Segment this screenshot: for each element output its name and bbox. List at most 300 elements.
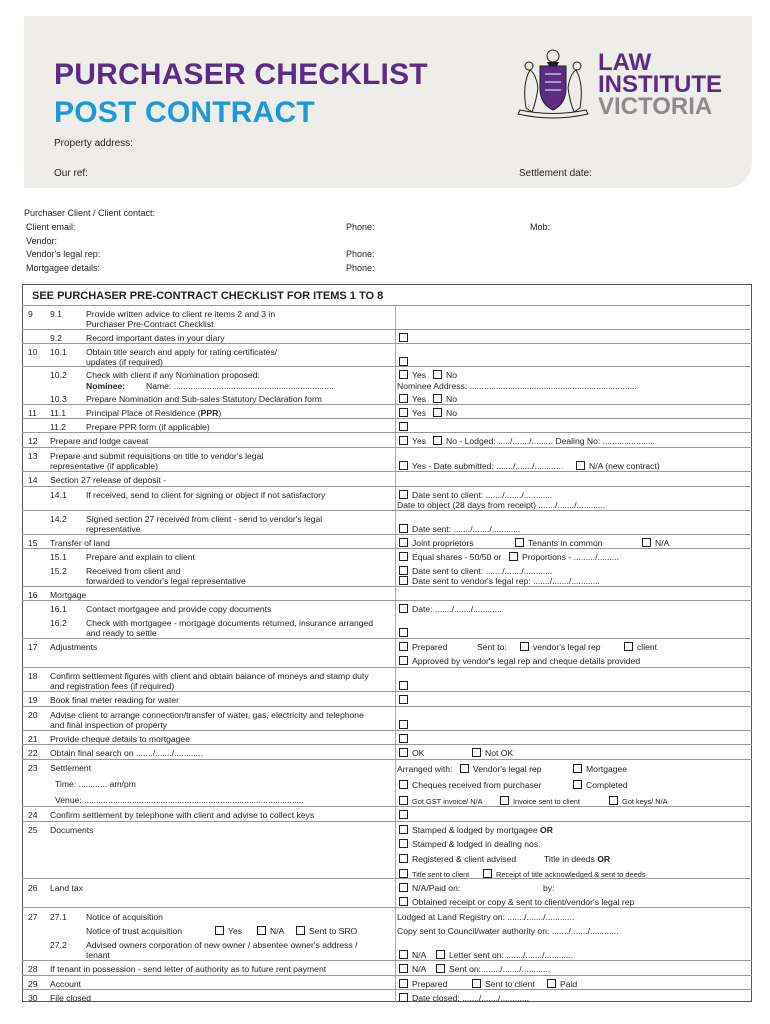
item-text [86, 940, 358, 950]
item-label: 16.2 [50, 618, 67, 628]
item-text [257, 926, 284, 936]
checkbox[interactable] [573, 780, 582, 789]
checkbox[interactable] [609, 796, 618, 805]
row-separator [22, 548, 752, 549]
response-text [576, 461, 660, 471]
item-text [28, 763, 38, 773]
item-text [50, 490, 67, 500]
checkbox[interactable] [215, 926, 224, 935]
checkbox[interactable] [460, 764, 469, 773]
item-label: Yes [228, 926, 243, 936]
checkbox[interactable] [642, 538, 651, 547]
response-label: Date: ......./......./............ [412, 604, 502, 614]
checkbox[interactable] [573, 764, 582, 773]
item-text [28, 451, 38, 461]
item-label: Check with client if any Nomination proposed: [86, 370, 260, 380]
item-text [50, 642, 97, 652]
checkbox[interactable] [399, 897, 408, 906]
response-text [399, 950, 426, 960]
item-text [50, 347, 67, 357]
response-label: Invoice sent to client [513, 797, 580, 806]
law-institute-crest-icon [512, 44, 594, 122]
checkbox[interactable] [515, 538, 524, 547]
item-label: Prepare and lodge caveat [50, 436, 149, 446]
row-separator [22, 418, 752, 419]
response-text [399, 436, 426, 446]
checkbox[interactable] [399, 370, 408, 379]
response-text [399, 656, 640, 666]
checkbox[interactable] [399, 734, 412, 744]
checkbox[interactable] [399, 333, 412, 343]
checkbox[interactable] [296, 926, 305, 935]
response-text [399, 370, 426, 380]
row-separator [22, 305, 752, 306]
checkbox[interactable] [399, 964, 408, 973]
item-label: 29 [28, 979, 38, 989]
response-text [642, 538, 669, 548]
response-label: Tenants in common [528, 538, 603, 548]
item-text [86, 333, 225, 343]
response-label: Lodged at Land Registry on: ......./......./............ [397, 912, 575, 922]
item-label: Provide cheque details to mortgagee [50, 734, 190, 744]
item-text [28, 883, 38, 893]
item-text [50, 436, 148, 446]
checkbox[interactable] [399, 825, 408, 834]
response-label: Stamped & lodged by mortgagee OR [412, 825, 553, 835]
response-text [547, 979, 577, 989]
checkbox[interactable] [520, 642, 529, 651]
item-text [50, 309, 62, 319]
item-label: Provide written advice to client re items 2 and 3 in [86, 309, 276, 319]
response-text [399, 825, 553, 835]
item-label: If tenant in possession - send letter of authority as to future rent payment [50, 964, 327, 974]
item-label: 11.2 [50, 422, 67, 432]
item-text [146, 381, 334, 391]
response-text [397, 912, 574, 922]
item-label: Record important dates in your diary [86, 333, 225, 343]
item-label: 30 [28, 993, 38, 1003]
response-text [399, 869, 469, 880]
item-text [86, 604, 271, 614]
response-label: Yes [412, 370, 427, 380]
checkbox[interactable] [399, 993, 408, 1002]
item-text [86, 381, 125, 391]
item-text [50, 604, 67, 614]
checkbox[interactable] [399, 394, 408, 403]
row-separator [22, 821, 752, 822]
response-text [397, 926, 619, 936]
response-label: No - Lodged: ...../......./......... Dealing No: ...................... [446, 436, 656, 446]
response-text [520, 642, 601, 652]
response-text [397, 500, 605, 510]
response-text [399, 780, 541, 790]
response-text [399, 642, 447, 652]
item-text [50, 451, 263, 461]
row-separator [22, 486, 752, 487]
response-label: Title sent to client [412, 870, 470, 879]
checkbox[interactable] [399, 681, 412, 691]
item-label: 26 [28, 883, 38, 893]
checkbox[interactable] [436, 950, 445, 959]
item-text [86, 618, 373, 628]
response-text [433, 408, 457, 418]
item-text [28, 734, 38, 744]
item-text [86, 347, 277, 357]
checkbox[interactable] [399, 796, 408, 805]
checkbox[interactable] [399, 628, 408, 637]
response-text [472, 748, 513, 758]
response-text [399, 604, 502, 614]
checkbox[interactable] [257, 926, 266, 935]
checkbox[interactable] [433, 436, 442, 445]
response-text [436, 964, 550, 974]
item-label: Adjustments [50, 642, 98, 652]
checkbox[interactable] [436, 964, 445, 973]
item-text [28, 825, 38, 835]
row-separator [22, 329, 752, 330]
item-text [86, 422, 210, 432]
checkbox[interactable] [399, 333, 408, 342]
checkbox[interactable] [399, 810, 408, 819]
row-separator [22, 534, 752, 535]
checkbox[interactable] [399, 869, 408, 878]
row-separator [22, 600, 752, 601]
checkbox[interactable] [399, 357, 412, 367]
item-label: Settlement [50, 763, 92, 773]
item-label: 10.1 [50, 347, 67, 357]
item-label: 24 [28, 810, 38, 820]
item-text [86, 408, 221, 418]
item-text [86, 319, 214, 329]
purchaser-contact-label: Purchaser Client / Client contact: [24, 208, 156, 218]
phone-label: Phone: [346, 249, 375, 259]
checkbox[interactable] [399, 656, 408, 665]
settlement-date-label: Settlement date: [519, 168, 592, 179]
checkbox[interactable] [547, 979, 556, 988]
item-text [50, 370, 67, 380]
response-label: Approved by vendor's legal rep and cheque details provided [412, 656, 641, 666]
checkbox[interactable] [399, 854, 408, 863]
item-text [215, 926, 242, 936]
row-separator [22, 471, 752, 472]
item-text [28, 912, 38, 922]
item-label: 22 [28, 748, 38, 758]
item-text [86, 394, 322, 404]
checkbox[interactable] [509, 552, 518, 561]
response-text [624, 642, 657, 652]
item-label: tenant [86, 950, 110, 960]
response-label: Yes - Date submitted: ......./......./............ [412, 461, 564, 471]
response-label: Date sent to client: ......./......./............ [412, 490, 553, 500]
response-label: Nominee Address: ...................................................................... [397, 381, 637, 391]
item-label: 18 [28, 671, 38, 681]
item-text [50, 552, 67, 562]
item-label: 9 [28, 309, 33, 319]
checkbox[interactable] [399, 720, 408, 729]
response-text [399, 897, 634, 907]
item-label: N/A [270, 926, 285, 936]
item-text [86, 566, 181, 576]
checkbox[interactable] [433, 370, 442, 379]
response-text [433, 370, 457, 380]
item-label: Transfer of land [50, 538, 110, 548]
response-text [543, 883, 554, 893]
item-text [50, 912, 67, 922]
response-label: Yes [412, 394, 427, 404]
item-text [50, 333, 62, 343]
response-label: OK [412, 748, 425, 758]
item-text [28, 309, 33, 319]
vendors-rep-label: Vendor's legal rep: [26, 249, 101, 259]
client-email-label: Client email: [26, 222, 76, 232]
checkbox[interactable] [399, 628, 412, 638]
item-text [28, 590, 38, 600]
checkbox[interactable] [399, 734, 408, 743]
item-text [50, 671, 369, 681]
response-label: Date sent to vendor's legal rep: ......./......./............ [412, 576, 600, 586]
item-label: 19 [28, 695, 38, 705]
item-text [50, 394, 67, 404]
checkbox[interactable] [399, 422, 412, 432]
item-text [50, 993, 91, 1003]
checkbox[interactable] [472, 979, 481, 988]
response-text [399, 979, 447, 989]
item-text [50, 734, 190, 744]
response-text [544, 854, 610, 864]
response-text [477, 642, 507, 652]
section-heading: SEE PURCHASER PRE-CONTRACT CHECKLIST FOR ITEMS 1 TO 8 [32, 290, 384, 302]
item-text [55, 795, 304, 805]
item-label: 25 [28, 825, 38, 835]
response-text [399, 538, 474, 548]
response-label: Proportions - ........./......... [522, 552, 619, 562]
response-text [433, 436, 655, 446]
response-label: Yes [412, 436, 427, 446]
row-separator [22, 706, 752, 707]
item-label: 16.1 [50, 604, 67, 614]
row-separator [22, 638, 752, 639]
response-text [399, 748, 424, 758]
checkbox[interactable] [433, 394, 442, 403]
item-text [50, 964, 326, 974]
item-label: 16 [28, 590, 38, 600]
response-label: Equal shares - 50/50 or [412, 552, 502, 562]
item-label: representative [86, 524, 141, 534]
item-text [50, 618, 67, 628]
property-address-label: Property address: [54, 138, 133, 149]
item-label: Purchaser Pre-Contract Checklist [86, 319, 214, 329]
checkbox[interactable] [399, 695, 412, 705]
response-text [433, 394, 457, 404]
item-text [50, 514, 67, 524]
phone-label: Phone: [346, 263, 375, 273]
item-text [55, 779, 136, 789]
response-label: Prepared [412, 642, 448, 652]
response-text [509, 552, 619, 562]
item-label: Prepare PPR form (if applicable) [86, 422, 210, 432]
item-text [50, 566, 67, 576]
item-label: 27.2 [50, 940, 67, 950]
item-text [50, 422, 66, 432]
response-label: Mortgagee [586, 764, 628, 774]
response-text [399, 854, 516, 864]
item-label: 27 [28, 912, 38, 922]
response-label: Obtained receipt or copy & sent to client/vendor's legal rep [412, 897, 635, 907]
item-text [50, 681, 174, 691]
response-label: N/A [412, 964, 427, 974]
item-text [28, 408, 37, 418]
checkbox[interactable] [399, 681, 408, 690]
response-label: Prepared [412, 979, 448, 989]
item-label: 20 [28, 710, 38, 720]
row-separator [22, 447, 752, 448]
item-text [86, 514, 322, 524]
item-label: Venue: ............................................................................................ [55, 795, 304, 805]
item-label: 11.1 [50, 408, 67, 418]
item-text [86, 912, 163, 922]
item-label: Obtain title search and apply for rating certificates/ [86, 347, 278, 357]
item-label: Name: ................................................................... [146, 381, 334, 391]
item-text [28, 642, 38, 652]
checkbox[interactable] [500, 796, 509, 805]
item-text [50, 979, 81, 989]
row-separator [22, 510, 752, 511]
row-separator [22, 730, 752, 731]
item-label: and final inspection of property [50, 720, 168, 730]
response-label: Stamped & lodged in dealing nos. [412, 839, 541, 849]
item-text [86, 357, 163, 367]
checkbox[interactable] [399, 883, 408, 892]
item-label: 14.2 [50, 514, 67, 524]
response-label: Letter sent on: ......./......./............ [449, 950, 574, 960]
response-label: Date sent to client: ......./......./............ [412, 566, 553, 576]
item-label: 10.2 [50, 370, 67, 380]
response-text [573, 780, 628, 790]
checkbox[interactable] [399, 422, 408, 431]
response-label: Date sent: ......./......./............ [412, 524, 521, 534]
item-label: Nominee: [86, 381, 126, 391]
item-text [28, 436, 38, 446]
checkbox[interactable] [576, 461, 585, 470]
checkbox[interactable] [399, 524, 408, 533]
response-label: Sent to client [485, 979, 535, 989]
checkbox[interactable] [472, 748, 481, 757]
item-label: 21 [28, 734, 38, 744]
item-label: Land tax [50, 883, 83, 893]
row-separator [22, 432, 752, 433]
item-text [86, 950, 110, 960]
item-label: 14 [28, 475, 38, 485]
response-label: N/A [655, 538, 670, 548]
response-label: Got GST invoice/ N/A [412, 797, 483, 806]
checkbox[interactable] [399, 436, 408, 445]
item-label: Confirm settlement figures with client and obtain balance of moneys and stamp duty [50, 671, 369, 681]
item-text [50, 810, 314, 820]
checkbox[interactable] [433, 408, 442, 417]
item-label: Account [50, 979, 82, 989]
item-label: Advise client to arrange connection/transfer of water, gas, electricity and telephone [50, 710, 364, 720]
item-text [50, 475, 166, 485]
item-text [50, 763, 91, 773]
item-text [50, 883, 83, 893]
item-label: 23 [28, 763, 38, 773]
item-label: 10.3 [50, 394, 67, 404]
response-text [483, 869, 646, 880]
response-label: Arranged with: [397, 764, 453, 774]
item-label: Documents [50, 825, 94, 835]
checkbox[interactable] [399, 357, 408, 366]
checkbox[interactable] [399, 461, 408, 470]
item-label: Principal Place of Residence (PPR) [86, 408, 222, 418]
item-label: Prepare Nomination and Sub-sales Statutory Declaration form [86, 394, 322, 404]
checkbox[interactable] [399, 748, 408, 757]
item-text [50, 710, 364, 720]
checkbox[interactable] [399, 720, 412, 730]
checkbox[interactable] [399, 604, 408, 613]
checkbox[interactable] [399, 408, 408, 417]
row-separator [22, 759, 752, 760]
checkbox[interactable] [399, 538, 408, 547]
law-institute-logo: LAW INSTITUTE VICTORIA [598, 49, 722, 120]
item-label: and registration fees (if required) [50, 681, 175, 691]
item-label: 15.1 [50, 552, 67, 562]
checkbox[interactable] [399, 810, 412, 820]
response-text [399, 566, 552, 576]
response-label: Paid [560, 979, 578, 989]
item-label: Notice of acquisition [86, 912, 163, 922]
response-text [515, 538, 603, 548]
response-label: vendor's legal rep [533, 642, 601, 652]
response-text [609, 796, 668, 807]
checkbox[interactable] [399, 552, 408, 561]
response-text [399, 408, 426, 418]
item-label: Signed section 27 received from client - send to vendor's legal [86, 514, 323, 524]
checkbox[interactable] [399, 979, 408, 988]
item-label: Book final meter reading for water [50, 695, 179, 705]
checkbox[interactable] [399, 576, 408, 585]
checkbox[interactable] [399, 780, 408, 789]
item-text [50, 590, 86, 600]
response-label: Date closed: ......./......./............ [412, 993, 530, 1003]
checkbox[interactable] [399, 642, 408, 651]
checkbox[interactable] [399, 566, 408, 575]
item-text [28, 710, 38, 720]
item-text [86, 576, 246, 586]
row-separator [22, 989, 752, 990]
response-label: Sent on: ......./......./............ [449, 964, 551, 974]
item-label: Sent to SRO [309, 926, 358, 936]
checkbox[interactable] [624, 642, 633, 651]
response-label: N/A [412, 950, 427, 960]
checkbox[interactable] [399, 490, 408, 499]
item-text [296, 926, 357, 936]
response-text [500, 796, 580, 807]
title-line-1: PURCHASER CHECKLIST [54, 58, 428, 91]
item-label: 12 [28, 436, 38, 446]
item-label: Prepare and submit requisitions on title to vendor's legal [50, 451, 264, 461]
item-text [86, 926, 182, 936]
checkbox[interactable] [399, 695, 408, 704]
checkbox[interactable] [483, 869, 492, 878]
response-label: Title in deeds OR [544, 854, 611, 864]
checkbox[interactable] [399, 950, 408, 959]
response-text [399, 524, 520, 534]
row-separator [22, 975, 752, 976]
response-label: Receipt of title acknowledged & sent to deeds [496, 870, 646, 879]
item-text [86, 524, 140, 534]
item-text [50, 408, 66, 418]
checkbox[interactable] [399, 839, 408, 848]
